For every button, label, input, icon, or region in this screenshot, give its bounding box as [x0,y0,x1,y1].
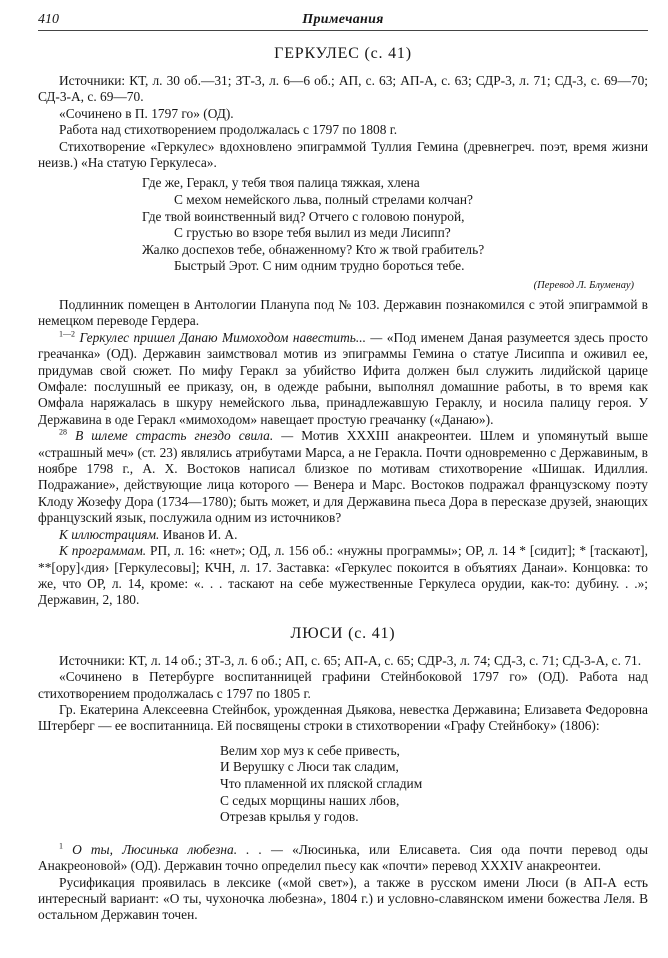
verse-line: Что пламенной их пляской сгладим [220,775,423,791]
line-notes [38,842,648,924]
verse-line: С грустью во взоре тебя вылил из меди Лисипп? [174,225,451,241]
steinbok-verse [38,743,648,826]
persons-paragraph: Гр. Екатерина Алексеевна Стейнбок, урожденная Дьякова, невестка Державина; Елизавета Федоровна Штерберг — ее воспитанница. Ей посвящены строки в стихотворении «Графу Стейнбоку» (1806): [38,701,648,734]
running-title: Примечания [302,12,384,27]
note-lemma: В шлеме страсть гнездо свила. — [75,428,294,444]
programs-text: РП, л. 16: «нет»; ОД, л. 156 об.: «нужны программы»; ОР, л. 14 * [сидит]; * [таскают], **[ору]‹дия› [Геркулесовы]; КЧН, л. 17. Заставка: «Геркулес покоится в объятиях Данаи». Концовка: то же, что ОР, л. 14, кроме: «. . . таскают на себе мужественные Геркулеса орудии, как-то: дубину. . .»; Державин, 2, 180. [38,543,648,608]
verse-line: Где твой воинственный вид? Отчего с головою понурой, [142,208,465,224]
illustrations-label: К иллюстрациям. [59,526,160,542]
illustrations-text: Иванов И. А. [162,526,238,542]
note-text: «Люсинька, или Елисавета. Сия ода почти перевод оды Анакреоновой» (ОД). Державин точно определил пьесу как «почти» перевод XXXIV анакреонтеи. [38,841,648,874]
verse-line: И Верушку с Люси так сладим, [220,759,399,775]
original-paragraph: Подлинник помещен в Антологии Планупа под № 103. Державин познакомился с этой эпиграммой в немецком переводе Гердера. [38,297,648,329]
line-note-1-2 [38,330,648,428]
page-number: 410 [38,12,59,27]
note-lemma: Геркулес пришел Данаю Мимоходом навестить... — [79,329,383,345]
note-mark: 1 [59,841,63,851]
page-header [38,6,648,31]
line-note-1 [38,842,648,875]
inspiration-paragraph: Стихотворение «Геркулес» вдохновлено эпиграммой Туллия Гемина (древнегреч. поэт, время жизни неизв.) «На статую Геркулеса». [38,138,648,171]
programs-label: К программам. [59,543,147,559]
note-lemma: О ты, Люсинька любезна. . . — [72,841,283,857]
page [38,6,648,924]
composed-note: «Сочинено в П. 1797 го» (ОД). [59,105,234,121]
verse-line: Быстрый Эрот. С ним одним трудно бороться тебе. [174,258,465,274]
verse-line: С мехом немейского льва, полный стрелами колчан? [174,192,473,208]
sources-paragraph: Источники: КТ, л. 14 об.; ЗТ-3, л. 6 об.; АП, с. 65; АП-А, с. 65; СДР-3, л. 74; СД-3, с. 71; СД-3-А, с. 71. [59,652,642,668]
translator-credit: (Перевод Л. Блуменау) [533,280,634,291]
verse-line: Жалко доспехов тебе, обнаженному? Кто ж твой грабитель? [142,241,485,257]
russification-paragraph: Русификация проявилась в лексике («мой свет»), а также в русском имени Люси (в АП-А есть интересный вариант: «О ты, чухоночка любезна», 1804 г.) и условно-славянском имени божества Леля. В остальном Державин точен. [38,874,648,923]
composed-note: «Сочинено в Петербурге воспитанницей графини Стейнбоковой 1797 го» (ОД). Работа над стихотворением продолжалась с 1797 по 1805 г. [38,669,648,701]
note-text: Мотив XXXIII анакреонтеи. Шлем и упомянутый выше «страшный меч» (ст. 23) являлись атрибутами Марса, а не Геракла. Почти одновременно с Державиным, в ноябре 1798 г., А. Х. Востоков написал близкое по мотивам стихотворение «Шишак. Идиллия. Подражание», действующие лица которого — Венера и Марс. Востоков подражал французскому поэту Клоду Жозефу Дора (1734—1780); быть может, и для Державина пьеса Дора в пересказе друзей, знающих французский язык, послужила одним из источников? [38,428,648,526]
verse-line: С седых морщины наших лбов, [220,792,400,808]
verse-line: Где же, Геракл, у тебя твоя палица тяжкая, хлена [142,175,420,191]
note-mark: 28 [59,427,67,437]
section-gap [38,609,648,625]
section-title-gerkules: ГЕРКУЛЕС (с. 41) [274,45,412,62]
note-text: «Под именем Даная разумеется здесь просто греачанка» (ОД). Державин заимствовал мотив из эпиграммы Гемина о статуе Лисиппа и оживил ее, придумав свой сюжет. По мифу Геракл за убийство Ифита должен был служить лидийской царице Омфале: послушный ее приказу, он, в одежде рабыни, выполнял домашние работы, в то время как Омфала наряжалась в шкуру немейского льва, принадлежавшую Гераклу, и носила палицу героя. У Державина в оде Геракл «мимоходом» навещает простую греачанку («Данаю»). [38,329,649,427]
line-note-28 [38,428,648,526]
sources-paragraph: Источники: КТ, л. 30 об.—31; ЗТ-3, л. 6—6 об.; АП, с. 63; АП-А, с. 63; СДР-3, л. 71; СД-3, с. 69—70; СД-3-А, с. 69—70. [38,73,648,105]
verse-line: Отрезав крылья у годов. [220,809,359,825]
note-mark: 1—2 [59,329,75,339]
work-period: Работа над стихотворением продолжалась с 1797 по 1808 г. [59,122,398,138]
programs-note [38,543,648,609]
illustrations-note [38,527,648,543]
epigram-verse [38,175,648,275]
section-title-lyusi: ЛЮСИ (с. 41) [290,624,396,642]
verse-line: Велим хор муз к себе привесть, [220,742,400,758]
